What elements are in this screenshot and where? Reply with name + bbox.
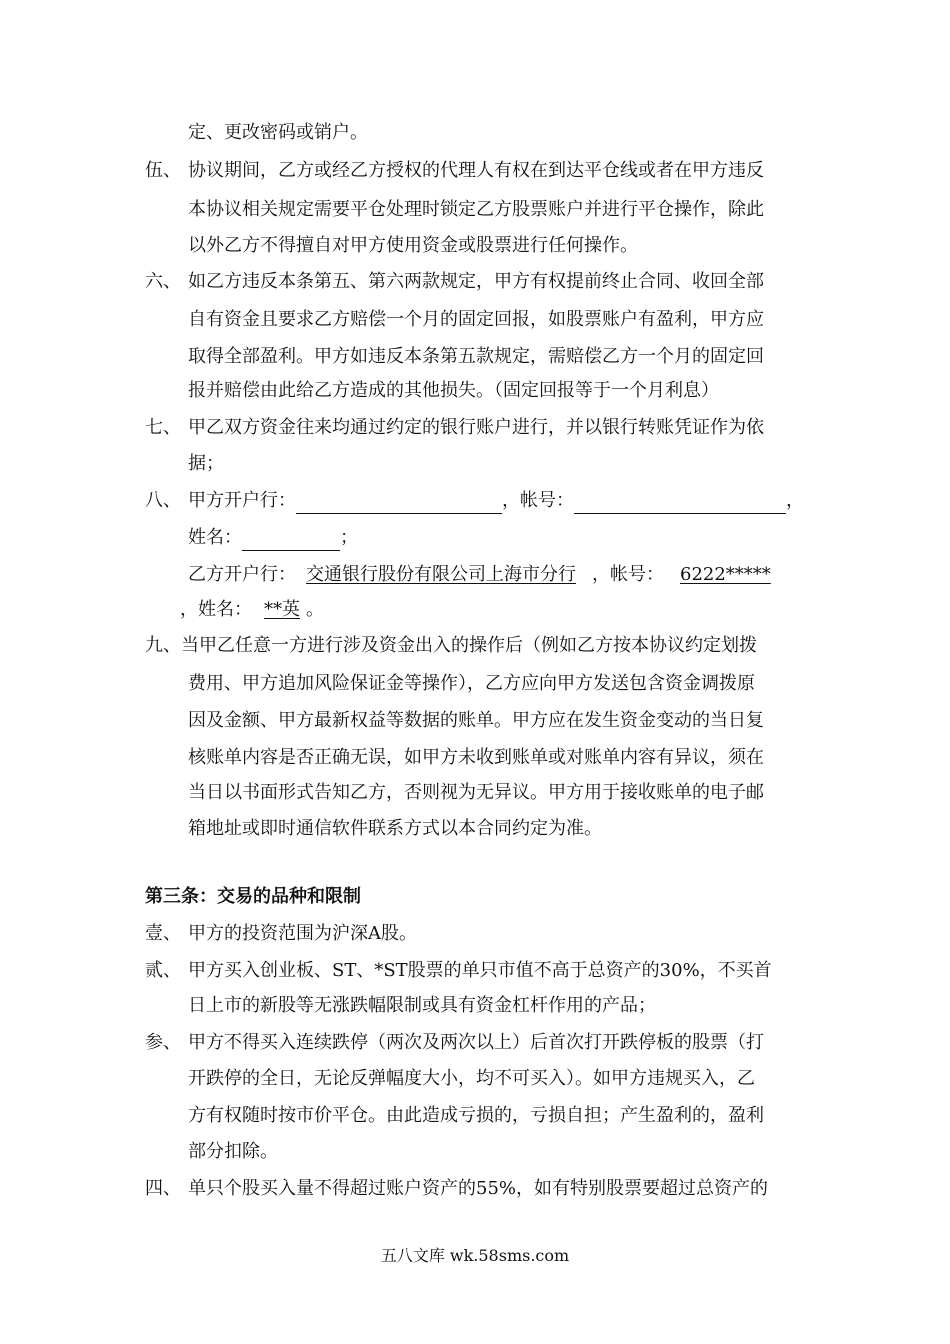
account-label: ，帐号： [502,490,574,511]
line-text: 报并赔偿由此给乙方造成的其他损失。（固定回报等于一个月利息） [188,380,719,401]
party-b-name-value: **英 [264,599,300,620]
party-a-name-row [188,525,358,551]
name-label: 姓名： [188,527,242,548]
item-marker: 四、 [145,1178,181,1199]
item-marker: 伍、 [145,160,181,181]
item-marker: 参、 [145,1032,181,1053]
line-text: 甲方买入创业板、ST、*ST股票的单只市值不高于总资产的30%，不买首 [188,960,772,981]
party-b-bank-row [188,562,771,588]
line-text: 箱地址或即时通信软件联系方式以本合同约定为准。 [188,818,602,839]
line-text: 日上市的新股等无涨跌幅限制或具有资金杠杆作用的产品； [188,995,656,1016]
line-text: 开跌停的全日，无论反弹幅度大小，均不可买入）。如甲方违规买入，乙 [188,1068,755,1089]
party-b-name-row [180,597,324,623]
line-text: 如乙方违反本条第五、第六两款规定，甲方有权提前终止合同、收回全部 [188,271,764,292]
line-text: 据； [188,453,224,474]
line-text: 以外乙方不得擅自对甲方使用资金或股票进行任何操作。 [188,235,638,256]
line-text: 费用、甲方追加风险保证金等操作），乙方应向甲方发送包含资金调拨原 [188,673,755,694]
party-b-bank-value: 交通银行股份有限公司上海市分行 [306,564,576,585]
line-text: 甲乙双方资金往来均通过约定的银行账户进行，并以银行转账凭证作为依 [188,417,764,438]
party-a-bank-label: 甲方开户行： [188,490,296,511]
line-text: 取得全部盈利。甲方如违反本条第五款规定，需赔偿乙方一个月的固定回 [188,346,764,367]
party-a-name-blank[interactable] [242,528,340,551]
line-text: 方有权随时按市价平仓。由此造成亏损的，亏损自担；产生盈利的，盈利 [188,1105,764,1126]
name-end: ； [340,527,358,548]
line-text: 定、更改密码或销户。 [188,122,368,143]
heading-text: 第三条：交易的品种和限制 [145,886,361,907]
line-text: 自有资金且要求乙方赔偿一个月的固定回报，如股票账户有盈利，甲方应 [188,309,764,330]
line-text: 核账单内容是否正确无误，如甲方未收到账单或对账单内容有异议，须在 [188,747,764,768]
item-marker: 七、 [145,417,181,438]
party-b-bank-label: 乙方开户行： [188,564,296,585]
line-text: 本协议相关规定需要平仓处理时锁定乙方股票账户并进行平仓操作，除此 [188,199,764,220]
party-b-name-label: ，姓名： [180,599,252,620]
item-marker: 八、 [145,490,181,511]
item-marker: 壹、 [145,923,181,944]
line-text: 甲方的投资范围为沪深A股。 [188,923,417,944]
line-text: 因及金额、甲方最新权益等数据的账单。甲方应在发生资金变动的当日复 [188,710,764,731]
party-b-name-end: 。 [306,599,324,620]
party-a-account-blank[interactable] [574,491,786,514]
line-text: 甲方不得买入连续跌停（两次及两次以上）后首次打开跌停板的股票（打 [188,1032,764,1053]
line-text: 单只个股买入量不得超过账户资产的55%，如有特别股票要超过总资产的 [188,1178,769,1199]
line-text: 九、当甲乙任意一方进行涉及资金出入的操作后（例如乙方按本协议约定划拨 [145,635,757,656]
party-b-account-value: 6222***** [680,564,771,585]
footer-watermark: 五八文库 wk.58sms.com [380,1246,570,1265]
party-a-bank-blank[interactable] [296,491,502,514]
party-b-account-label: ，帐号： [592,564,664,585]
item-marker: 六、 [145,271,181,292]
line-text: 当日以书面形式告知乙方，否则视为无异议。甲方用于接收账单的电子邮 [188,782,764,803]
item-marker: 贰、 [145,960,181,981]
trailing-comma: ， [786,490,804,511]
party-a-bank-row [188,488,804,514]
line-text: 协议期间，乙方或经乙方授权的代理人有权在到达平仓线或者在甲方违反 [188,160,764,181]
line-text: 部分扣除。 [188,1141,278,1162]
